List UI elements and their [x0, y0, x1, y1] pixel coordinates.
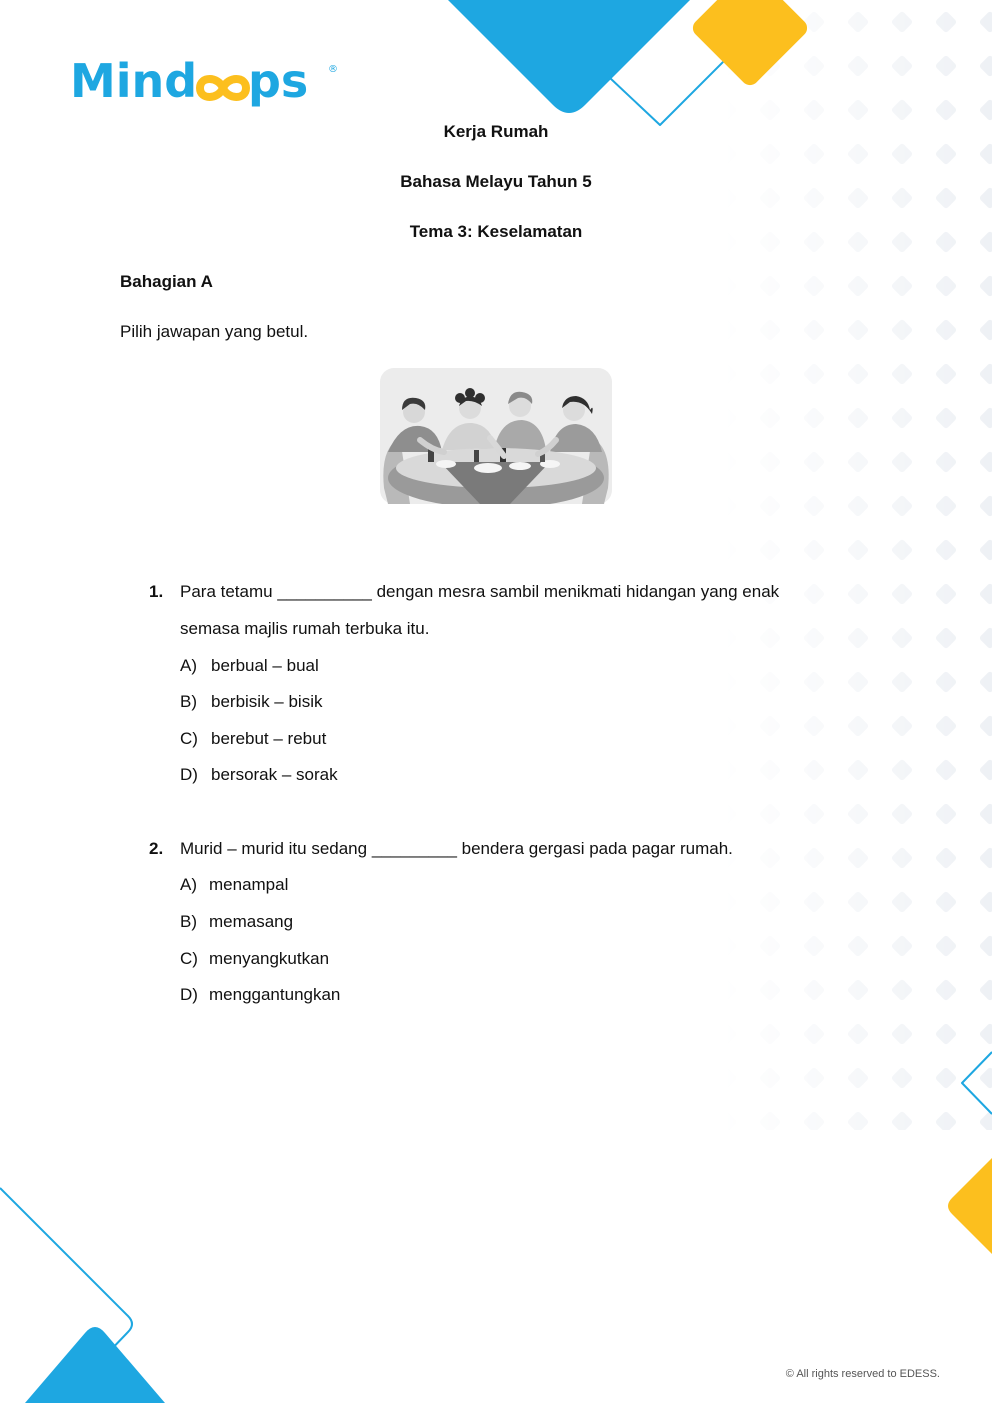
option-text: memasang	[209, 912, 294, 931]
section-title: Bahagian A	[120, 272, 213, 291]
question-text: Murid – murid itu sedang _________ bendera gergasi pada pagar rumah.	[180, 839, 733, 858]
theme-title: Tema 3: Keselamatan	[409, 222, 583, 241]
option-letter: A)	[180, 875, 197, 894]
mindloops-logo	[70, 52, 345, 117]
answer-option[interactable]	[180, 912, 293, 932]
logo-infinity-icon	[200, 79, 246, 97]
answer-option[interactable]	[180, 949, 329, 969]
subject-title: Bahasa Melayu Tahun 5	[400, 172, 592, 191]
mindloops-logo-graphic	[70, 52, 345, 112]
answer-option[interactable]	[180, 765, 338, 785]
option-letter: C)	[180, 729, 198, 748]
option-text: menggantungkan	[209, 985, 341, 1004]
question-number: 1.	[149, 582, 164, 601]
worksheet-title: Kerja Rumah	[443, 122, 549, 141]
option-letter: B)	[180, 912, 197, 931]
question-number: 2.	[149, 839, 164, 858]
logo-wordmark-part2: ps	[248, 54, 309, 108]
option-text: menyangkutkan	[209, 949, 330, 968]
option-letter: C)	[180, 949, 198, 968]
option-text: berbisik – bisik	[211, 692, 323, 711]
instruction-text: Pilih jawapan yang betul.	[120, 322, 309, 341]
logo-wordmark-part1: Mind	[70, 54, 198, 108]
option-text: menampal	[209, 875, 289, 894]
answer-option[interactable]	[180, 656, 319, 676]
option-letter: B)	[180, 692, 197, 711]
option-letter: D)	[180, 765, 198, 784]
option-text: berebut – rebut	[211, 729, 327, 748]
answer-option[interactable]	[180, 729, 326, 749]
option-text: bersorak – sorak	[211, 765, 338, 784]
question-text: Para tetamu __________ dengan mesra sambil menikmati hidangan yang enak	[180, 582, 780, 601]
answer-option[interactable]	[180, 692, 323, 712]
dining-friends-illustration	[380, 368, 612, 504]
answer-option[interactable]	[180, 985, 340, 1005]
option-text: berbual – bual	[211, 656, 319, 675]
copyright-footer: © All rights reserved to EDESS.	[785, 1368, 940, 1380]
answer-option[interactable]	[180, 875, 288, 895]
logo-registered-mark: ®	[328, 64, 338, 75]
option-letter: A)	[180, 656, 197, 675]
question-text-continued: semasa majlis rumah terbuka itu.	[180, 619, 430, 638]
option-letter: D)	[180, 985, 198, 1004]
